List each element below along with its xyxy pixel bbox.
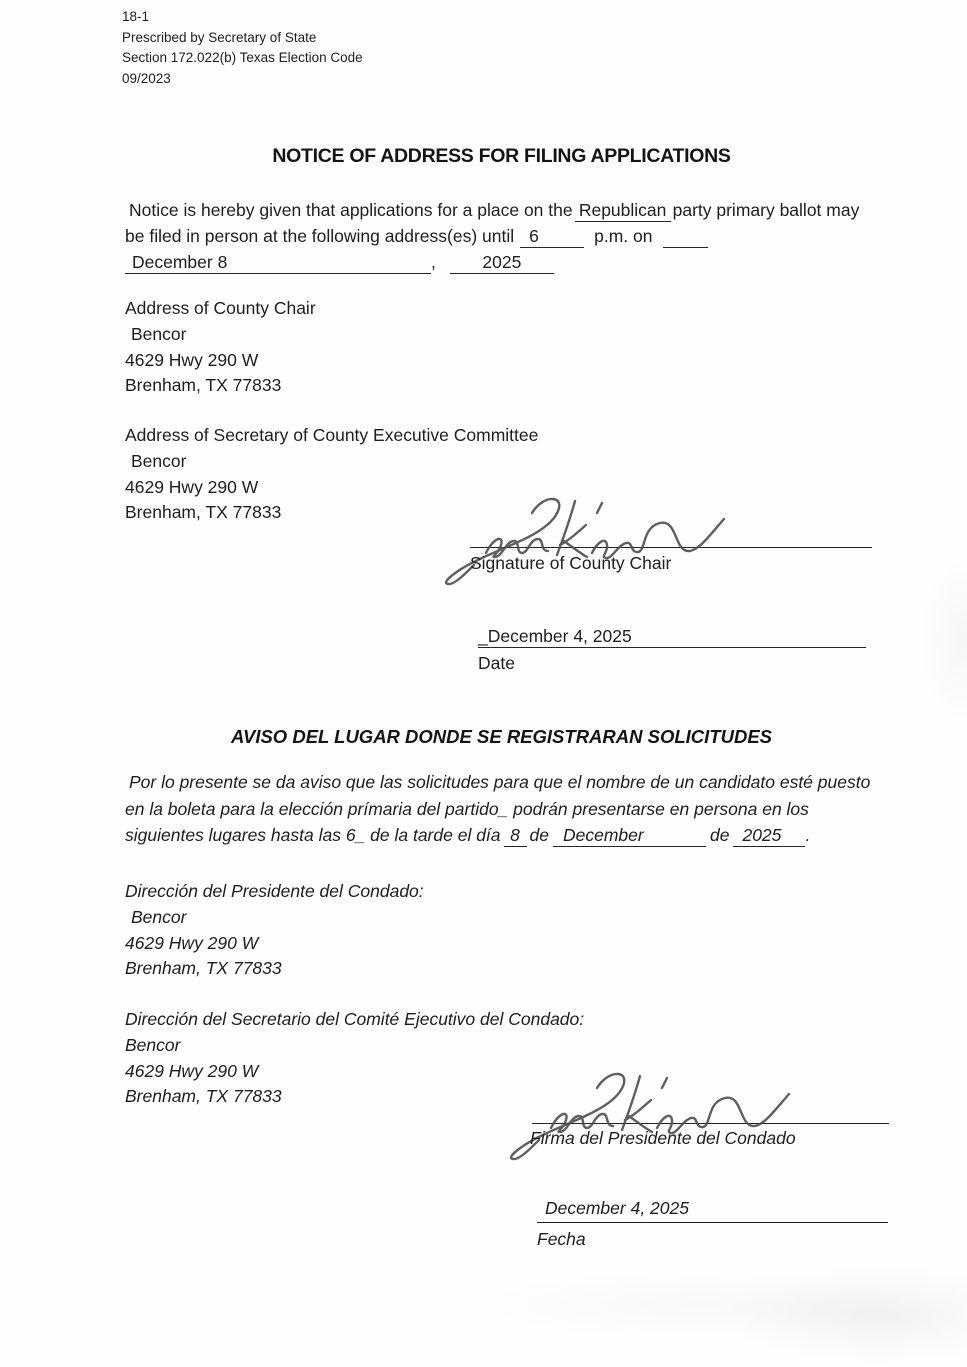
address-line: Bencor bbox=[125, 1034, 181, 1055]
filing-year-blank: 2025 bbox=[450, 251, 554, 274]
address-heading: Address of Secretary of County Executive Committee bbox=[125, 425, 539, 445]
prescribed-by-line: Prescribed by Secretary of State bbox=[122, 29, 317, 45]
address-line: Brenham, TX 77833 bbox=[125, 502, 282, 523]
address-line: 4629 Hwy 290 W bbox=[125, 932, 259, 953]
address-line: Brenham, TX 77833 bbox=[125, 958, 282, 979]
mes-blank: December bbox=[553, 824, 706, 847]
address-heading: Dirección del Presidente del Condado: bbox=[125, 881, 424, 901]
page-title-english: NOTICE OF ADDRESS FOR FILING APPLICATIONS bbox=[272, 145, 731, 167]
date-label: Date bbox=[478, 653, 515, 673]
address-line: 4629 Hwy 290 W bbox=[125, 476, 259, 497]
paragraph-line-3 bbox=[125, 249, 925, 275]
address-line: 4629 Hwy 290 W bbox=[125, 1060, 259, 1081]
dia-blank: 8 bbox=[504, 824, 527, 847]
signature-label-english: Signature of County Chair bbox=[470, 553, 672, 573]
address-line: Brenham, TX 77833 bbox=[125, 375, 282, 396]
date-value: _December 4, 2025 bbox=[478, 626, 866, 648]
party-name-blank: Republican bbox=[575, 199, 671, 222]
address-line: Bencor bbox=[131, 323, 187, 344]
paragraph-line-2: be filed in person at the following address(es) until 6 p.m. on bbox=[125, 223, 925, 249]
date-label: Fecha bbox=[537, 1229, 586, 1249]
address-line: 4629 Hwy 290 W bbox=[125, 349, 259, 370]
address-line: Brenham, TX 77833 bbox=[125, 1086, 282, 1107]
empty-blank bbox=[663, 225, 708, 248]
address-heading: Dirección del Secretario del Comité Ejecutivo del Condado: bbox=[125, 1009, 585, 1029]
paragraph-line-1: Por lo presente se da aviso que las solicitudes para que el nombre de un candidato esté puesto bbox=[129, 772, 871, 792]
address-county-chair bbox=[125, 296, 316, 399]
address-line: Bencor bbox=[131, 450, 187, 471]
address-heading: Address of County Chair bbox=[125, 298, 316, 318]
period: . bbox=[805, 825, 811, 845]
notice-paragraph-english bbox=[125, 197, 925, 275]
signature-label-spanish: Firma del Presidente del Condado bbox=[530, 1128, 796, 1148]
anio-blank: 2025 bbox=[733, 824, 805, 847]
comma-separator: , bbox=[431, 252, 436, 272]
date-value: December 4, 2025 bbox=[537, 1198, 888, 1223]
address-line: Bencor bbox=[131, 906, 187, 927]
statute-line: Section 172.022(b) Texas Election Code bbox=[122, 50, 363, 65]
revision-date: 09/2023 bbox=[122, 70, 171, 86]
paragraph-line-2: en la boleta para la elección prímaria del partido_ podrán presentarse en persona en los bbox=[125, 798, 809, 819]
address-presidente-condado bbox=[125, 879, 424, 982]
date-field-english bbox=[478, 626, 866, 674]
paragraph-line-3: siguientes lugares hasta las 6_ de la tarde el día 8 de December de 2025 . bbox=[125, 825, 811, 845]
form-number: 18-1 bbox=[122, 9, 150, 24]
notice-paragraph-spanish bbox=[125, 769, 925, 849]
form-header bbox=[122, 7, 363, 89]
page-title-spanish: AVISO DEL LUGAR DONDE SE REGISTRARAN SOLICITUDES bbox=[231, 726, 772, 747]
filing-date-blank: December 8 bbox=[125, 251, 431, 274]
filing-time-blank: 6 bbox=[520, 225, 584, 248]
date-field-spanish bbox=[537, 1198, 888, 1250]
paragraph-line-1: Notice is hereby given that applications for a place on the Republican party primary ballot may bbox=[129, 200, 860, 220]
